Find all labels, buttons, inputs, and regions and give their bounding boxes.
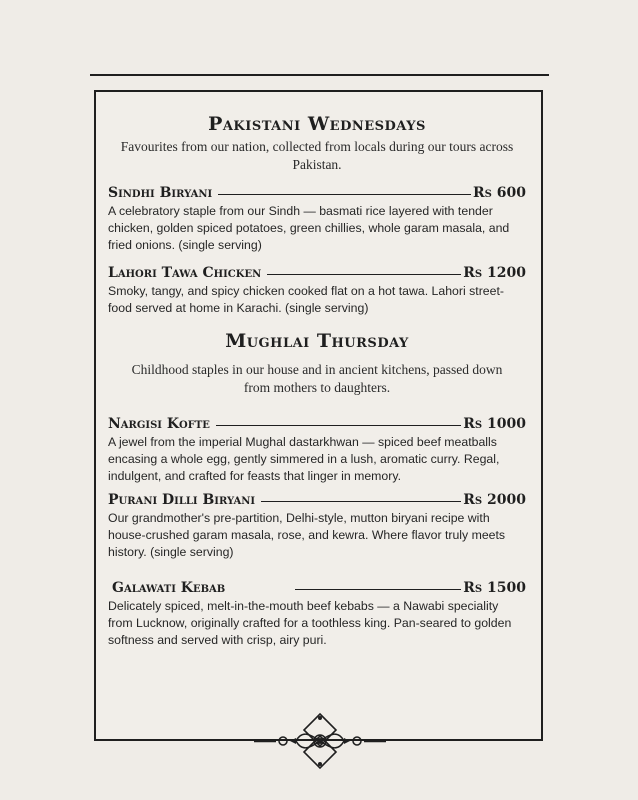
section-subtitle: Favourites from our nation, collected from locals during our tours across Pakistan. bbox=[120, 139, 514, 172]
section-subtitle: Childhood staples in our house and in ancient kitchens, passed down from mothers to daughters. bbox=[131, 362, 503, 395]
item-price: Rs 600 bbox=[473, 185, 526, 201]
price-leader-line bbox=[216, 425, 461, 426]
menu-item-galawati-kebab bbox=[108, 579, 526, 649]
item-name: Nargisi Kofte bbox=[108, 416, 210, 432]
item-name: Galawati Kebab bbox=[112, 580, 226, 596]
item-name: Purani Dilli Biryani bbox=[108, 492, 256, 508]
section-title: Mughlai Thursday bbox=[225, 330, 409, 352]
item-description: Smoky, tangy, and spicy chicken cooked flat on a hot tawa. Lahori street-food served at home in Karachi. (single serving) bbox=[108, 284, 504, 315]
item-price: Rs 1500 bbox=[463, 580, 526, 596]
item-description: Our grandmother's pre-partition, Delhi-style, mutton biryani recipe with house-crushed garam masala, rose, and kewra. Where flavor truly meets history. (single serving) bbox=[108, 511, 506, 559]
item-price: Rs 1000 bbox=[463, 416, 526, 432]
price-leader-line bbox=[295, 589, 461, 590]
menu-item-lahori-tawa-chicken bbox=[108, 264, 526, 317]
menu-item-sindhi-biryani bbox=[108, 184, 526, 254]
section-title: Pakistani Wednesdays bbox=[208, 113, 426, 135]
item-name: Sindhi Biryani bbox=[108, 185, 213, 201]
menu-item-purani-dilli-biryani bbox=[108, 491, 526, 561]
section-mughlai-thursday bbox=[108, 329, 526, 649]
item-price: Rs 2000 bbox=[463, 492, 526, 508]
item-price: Rs 1200 bbox=[463, 265, 526, 281]
floral-ornament-icon bbox=[250, 712, 390, 770]
item-description: A celebratory staple from our Sindh — basmati rice layered with tender chicken, golden spiced potatoes, green chillies, whole garam masala, and fried onions. (single serving) bbox=[108, 204, 510, 252]
menu-item-nargisi-kofte bbox=[108, 415, 526, 485]
price-leader-line bbox=[218, 194, 471, 195]
top-divider bbox=[90, 74, 549, 76]
menu-content bbox=[108, 112, 526, 649]
price-leader-line bbox=[267, 274, 461, 275]
price-leader-line bbox=[261, 501, 461, 502]
item-name: Lahori Tawa Chicken bbox=[108, 265, 262, 281]
item-description: Delicately spiced, melt-in-the-mouth beef kebabs — a Nawabi speciality from Lucknow, originally crafted for a toothless king. Pan-seared to golden softness and served with crisp, airy puri. bbox=[108, 599, 512, 647]
section-pakistani-wednesdays bbox=[108, 112, 526, 317]
item-description: A jewel from the imperial Mughal dastarkhwan — spiced beef meatballs encasing a whole egg, gently simmered in a lush, aromatic curry. Regal, indulgent, and crafted for feasts that linger in memory. bbox=[108, 435, 500, 483]
